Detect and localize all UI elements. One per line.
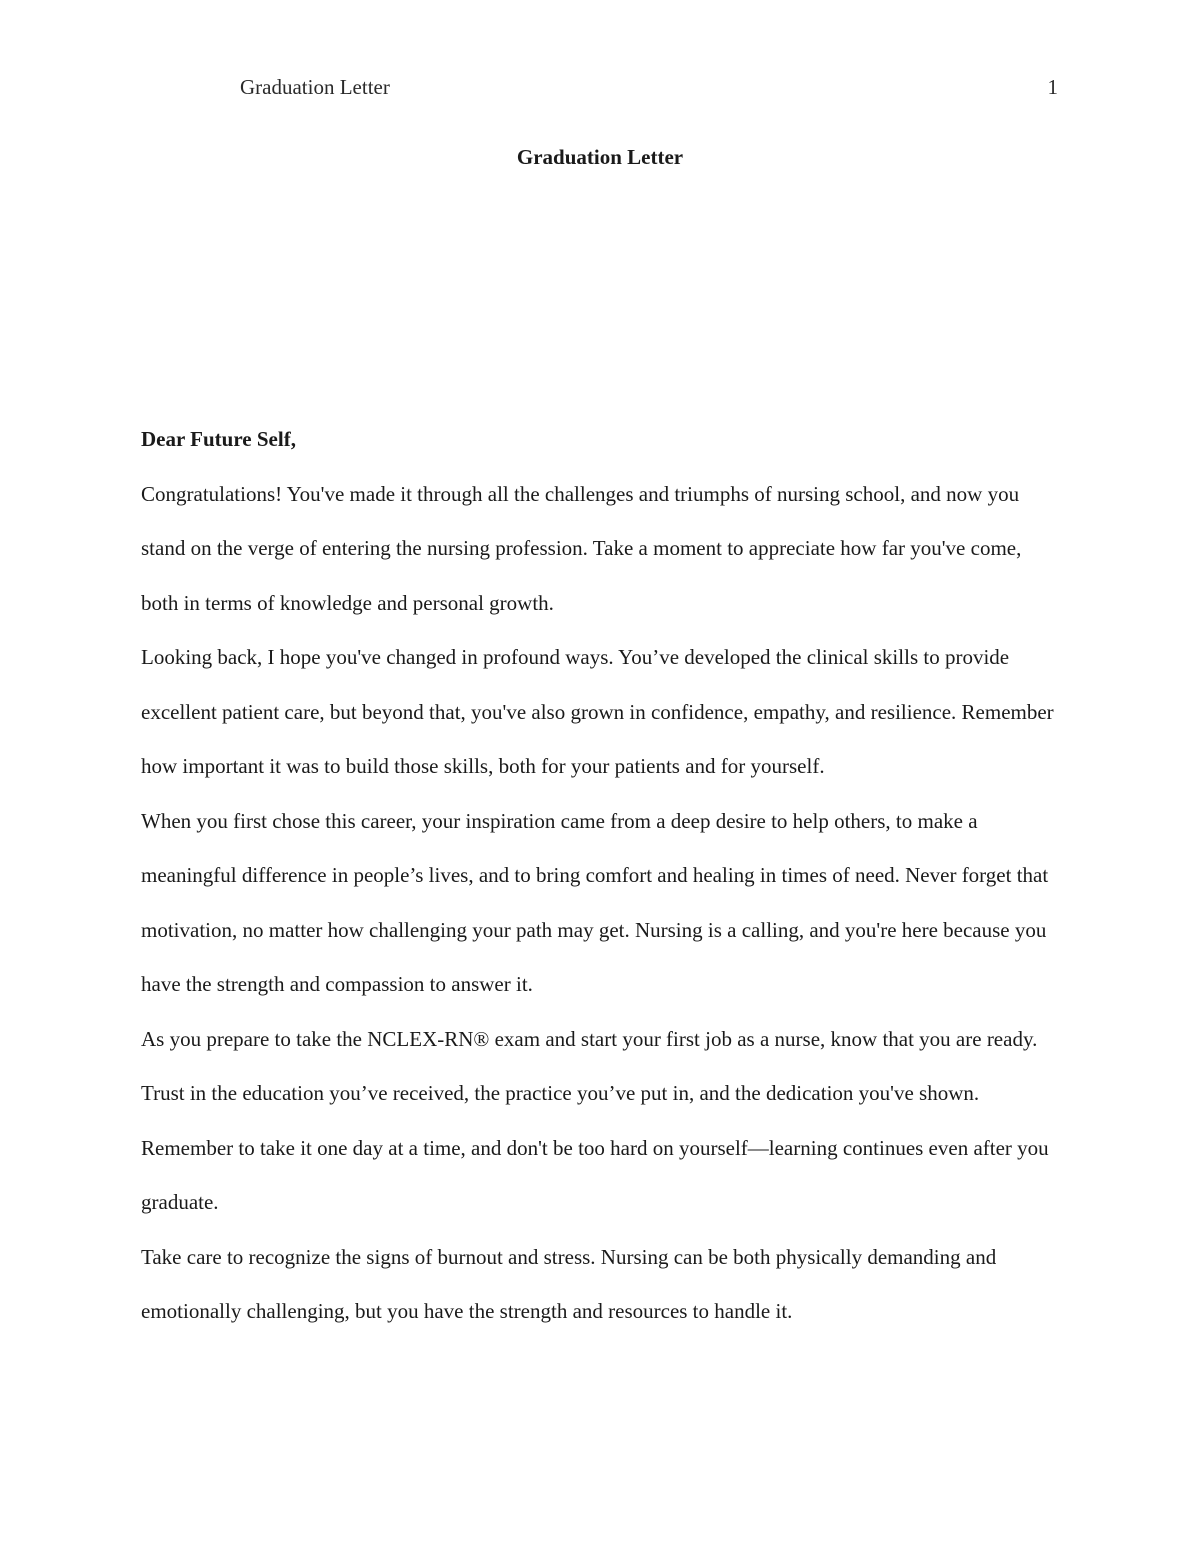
page-number: 1 xyxy=(1047,75,1058,99)
paragraph-looking-back: Looking back, I hope you've changed in profound ways. You’ve developed the clinical skills to provide excellent patient care, but beyond that, you've also grown in confidence, empathy, and resilience. Remember how important it was to build those skills, both for your patients and for yourself. xyxy=(141,645,1054,778)
paragraph-nclex: As you prepare to take the NCLEX-RN® exam and start your first job as a nurse, know that you are ready. Trust in the education you’ve received, the practice you’ve put in, and the dedication you've shown. Remember to take it one day at a time, and don't be too hard on yourself—learning continues even after you graduate. xyxy=(141,1026,1049,1214)
letter-body xyxy=(141,412,1061,1339)
salutation: Dear Future Self, xyxy=(141,427,296,451)
running-head: Graduation Letter xyxy=(240,75,390,99)
document-title: Graduation Letter xyxy=(516,145,684,169)
paragraph-burnout: Take care to recognize the signs of burnout and stress. Nursing can be both physically demanding and emotionally challenging, but you have the strength and resources to handle it. xyxy=(141,1244,997,1323)
paragraph-congratulations: Congratulations! You've made it through all the challenges and triumphs of nursing school, and now you stand on the verge of entering the nursing profession. Take a moment to appreciate how far you've come, both in terms of knowledge and personal growth. xyxy=(141,481,1022,615)
paragraph-inspiration: When you first chose this career, your inspiration came from a deep desire to help others, to make a meaningful difference in people’s lives, and to bring comfort and healing in times of need. Never forget that motivation, no matter how challenging your path may get. Nursing is a calling, and you're here because you have the strength and compassion to answer it. xyxy=(141,808,1049,996)
